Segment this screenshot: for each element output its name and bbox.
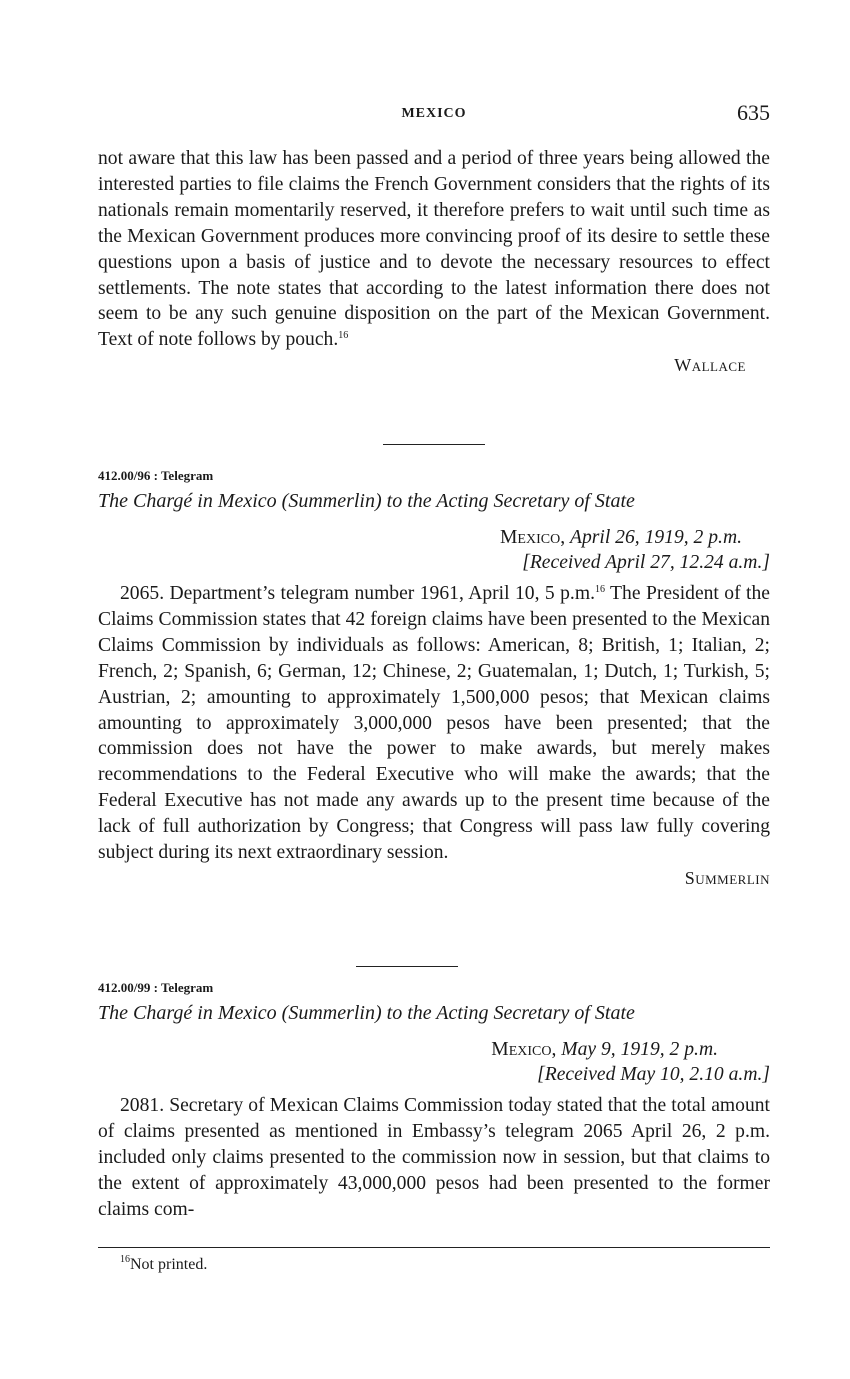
signature-wallace: Wallace bbox=[674, 355, 746, 376]
received-line bbox=[98, 550, 770, 575]
footnote-rule bbox=[98, 1247, 770, 1248]
file-reference: 412.00/96 : Telegram bbox=[98, 468, 214, 483]
running-title: MEXICO bbox=[401, 106, 467, 121]
footnote-number: 16 bbox=[120, 1254, 130, 1265]
dateline-place: Mexico, bbox=[491, 1039, 557, 1060]
telegram-2081 bbox=[98, 980, 770, 1223]
telegram-body-rest: The President of the Claims Commission states that 42 foreign claims have been presented to the Mexican Claims Commission by individuals as follows: American, 8; British, 1; Italian, 2; French, 2; Spanish, 6; German, 12; Chinese, 2; Guatemalan, 1; Dutch, 1; Turkish, 5; Austrian, 2; amounting to approximately 1,500,000 pesos; that Mexican claims amounting to approximately 3,000,000 pesos have been presented; that the commission does not have the power to make awards, but merely makes recommendations to the Federal Executive who will make the awards; that the Federal Executive has not made any awards up to the present time because of the lack of full authorization by Congress; that Congress will pass law fully covering subject during its next extraordinary session. bbox=[98, 583, 770, 864]
telegram-2065 bbox=[98, 468, 770, 889]
running-head bbox=[98, 100, 770, 130]
dateline-date: April 26, 1919, 2 p.m. bbox=[570, 527, 742, 548]
footnote-ref: 16 bbox=[338, 330, 349, 342]
received-text: [Received May 10, 2.10 a.m.] bbox=[537, 1064, 770, 1085]
dateline-place: Mexico, bbox=[500, 527, 566, 548]
file-reference: 412.00/99 : Telegram bbox=[98, 980, 214, 995]
dateline-date: May 9, 1919, 2 p.m. bbox=[561, 1039, 718, 1060]
continuation-text: not aware that this law has been passed and a period of three years being allowed the interested parties to file claims the French Government considers that the rights of its nationals remain momentarily reserved, it therefore prefers to wait until such time as the Mexican Government produces more convincing proof of its desire to settle these questions upon a basis of justice and to devote the necessary resources to effect settlements. The note states that according to the latest information there does not seem to be any such genuine disposition on the part of the Mexican Government. Text of note follows by pouch. bbox=[98, 148, 770, 351]
footnote bbox=[98, 1256, 770, 1274]
document-title: The Chargé in Mexico (Summerlin) to the Acting Secretary of State bbox=[98, 1002, 635, 1024]
section-divider bbox=[356, 966, 458, 967]
telegram-body: 2081. Secretary of Mexican Claims Commission today stated that the total amount of claims presented as mentioned in Embassy’s telegram 2065 April 26, 2 p.m. included only claims presented to the commission now in session, but that claims to the extent of approximately 43,000,000 pesos had been presented to the former claims com- bbox=[98, 1095, 770, 1220]
section-divider bbox=[383, 444, 485, 445]
signature-summerlin: Summerlin bbox=[684, 867, 770, 888]
continuation-block bbox=[98, 146, 770, 376]
dateline bbox=[98, 525, 770, 550]
telegram-body bbox=[98, 581, 770, 866]
received-text: [Received April 27, 12.24 a.m.] bbox=[522, 552, 770, 573]
received-line bbox=[98, 1062, 770, 1087]
footnote-ref: 16 bbox=[594, 584, 605, 595]
telegram-body-start: 2065. Department’s telegram number 1961, April 10, 5 p.m. bbox=[120, 583, 595, 604]
document-title: The Chargé in Mexico (Summerlin) to the Acting Secretary of State bbox=[98, 490, 635, 512]
dateline bbox=[98, 1037, 770, 1062]
page-number: 635 bbox=[737, 100, 770, 125]
continuation-paragraph bbox=[98, 146, 770, 353]
footnote-text: Not printed. bbox=[130, 1256, 208, 1273]
